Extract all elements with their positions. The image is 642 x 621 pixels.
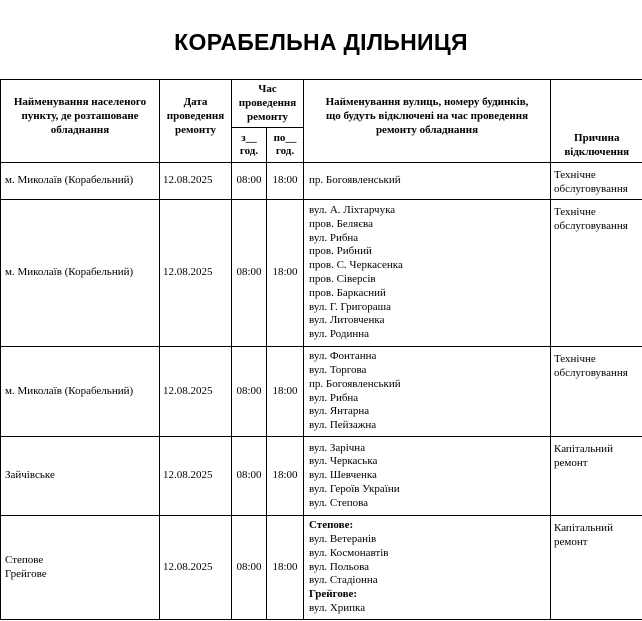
header-time-to-line: по__	[273, 132, 297, 144]
header-date	[160, 80, 232, 163]
cell-time-to: 18:00	[267, 437, 304, 516]
header-streets	[304, 80, 551, 163]
reason-line: Технічне	[554, 206, 596, 218]
cell-location	[1, 163, 160, 200]
street-line: вул. Рибна	[309, 231, 359, 244]
cell-location	[1, 200, 160, 347]
street-line: пров. Рибний	[309, 245, 372, 258]
cell-streets	[304, 516, 551, 620]
cell-time-from: 08:00	[232, 516, 267, 620]
header-time-line: Час	[258, 83, 277, 95]
street-line: пр. Богоявленський	[309, 377, 401, 390]
location-line: м. Миколаїв (Корабельний)	[5, 174, 134, 187]
street-line: вул. Зарічна	[309, 441, 366, 454]
street-line: пров. Беляєва	[309, 217, 373, 230]
cell-location	[1, 437, 160, 516]
street-line: вул. Черкаська	[309, 455, 378, 468]
street-group-label: Степове:	[309, 519, 354, 532]
location-line: Степове	[5, 553, 44, 566]
header-location-line: Найменування населеного	[13, 96, 147, 108]
table-body	[1, 163, 642, 620]
header-location-line: пункту, де розташоване	[21, 109, 139, 122]
header-time-to-line: год.	[275, 145, 295, 157]
cell-date: 12.08.2025	[160, 200, 232, 347]
street-line: вул. Пейзажна	[309, 419, 377, 432]
table-row	[1, 516, 642, 620]
header-time-line: проведення	[238, 96, 297, 109]
reason-line: Технічне	[554, 169, 596, 181]
street-line: вул. Хрипка	[309, 601, 366, 614]
street-line: вул. Героїв України	[309, 482, 400, 495]
header-reason	[551, 80, 642, 163]
cell-streets	[304, 200, 551, 347]
header-streets-line: Найменування вулиць, номеру будинків,	[325, 96, 529, 108]
header-time-from	[232, 128, 267, 163]
street-line: вул. Торгова	[309, 363, 367, 376]
cell-location	[1, 516, 160, 620]
cell-location	[1, 347, 160, 437]
reason-line: Капітальний	[554, 522, 613, 534]
header-date-line: ремонту	[175, 123, 216, 136]
cell-time-from: 08:00	[232, 347, 267, 437]
header-time-line: ремонту	[247, 110, 288, 123]
street-line: вул. Фонтанна	[309, 350, 377, 363]
street-line: вул. Янтарна	[309, 405, 370, 418]
header-location	[1, 80, 160, 163]
cell-reason	[551, 200, 642, 347]
cell-reason	[551, 437, 642, 516]
cell-streets	[304, 163, 551, 200]
location-line: м. Миколаїв (Корабельний)	[5, 384, 134, 397]
cell-time-to: 18:00	[267, 347, 304, 437]
header-location-line: обладнання	[50, 123, 110, 136]
street-line: вул. Космонавтів	[309, 546, 389, 559]
table-row	[1, 437, 642, 516]
street-line: вул. А. Ліхтарчука	[309, 204, 396, 217]
table-row	[1, 347, 642, 437]
street-line: вул. Г. Григораша	[309, 300, 391, 313]
street-line: вул. Польова	[309, 560, 370, 573]
header-reason-line: Причина	[574, 132, 620, 145]
page-title: КОРАБЕЛЬНА ДІЛЬНИЦЯ	[174, 29, 468, 55]
header-date-line: Дата	[183, 96, 208, 108]
cell-reason	[551, 516, 642, 620]
street-line: вул. Степова	[309, 496, 369, 509]
header-time-from-line: год.	[239, 145, 259, 157]
cell-streets	[304, 437, 551, 516]
street-line: пр. Богоявленський	[309, 174, 401, 187]
reason-line: обслуговування	[554, 366, 628, 379]
reason-line: ремонт	[554, 535, 588, 548]
reason-line: обслуговування	[554, 182, 628, 195]
location-line: Зайчівське	[5, 469, 55, 482]
header-reason-line: відключення	[564, 146, 630, 159]
table-row	[1, 200, 642, 347]
header-row-top	[1, 80, 642, 128]
cell-date: 12.08.2025	[160, 437, 232, 516]
street-line: пров. Сіверсів	[309, 273, 376, 285]
cell-time-from: 08:00	[232, 163, 267, 200]
reason-line: Технічне	[554, 353, 596, 365]
cell-time-to: 18:00	[267, 200, 304, 347]
street-group-label: Грейгове:	[309, 588, 358, 601]
cell-date: 12.08.2025	[160, 163, 232, 200]
cell-reason	[551, 163, 642, 200]
cell-streets	[304, 347, 551, 437]
header-streets-line: що будуть відключені на час проведення	[325, 109, 529, 122]
header-time-to	[267, 128, 304, 163]
street-line: пров. С. Черкасенка	[309, 259, 403, 272]
reason-line: ремонт	[554, 456, 588, 469]
cell-time-to: 18:00	[267, 516, 304, 620]
header-date-line: проведення	[166, 109, 225, 122]
reason-line: обслуговування	[554, 219, 628, 232]
location-line: Грейгове	[5, 567, 47, 580]
location-line: м. Миколаїв (Корабельний)	[5, 266, 134, 279]
outage-schedule-table	[0, 79, 642, 620]
street-line: вул. Рибна	[309, 391, 359, 404]
header-streets-line: ремонту обладнання	[375, 123, 479, 136]
cell-date: 12.08.2025	[160, 347, 232, 437]
street-line: вул. Ветеранів	[309, 533, 377, 545]
street-line: вул. Стадіонна	[309, 574, 378, 587]
cell-time-from: 08:00	[232, 437, 267, 516]
street-line: вул. Шевченка	[309, 469, 377, 482]
street-line: вул. Родинна	[309, 328, 369, 341]
cell-time-to: 18:00	[267, 163, 304, 200]
reason-line: Капітальний	[554, 443, 613, 455]
cell-time-from: 08:00	[232, 200, 267, 347]
table-row	[1, 163, 642, 200]
header-time-from-line: з__	[241, 132, 257, 144]
street-line: пров. Баркасний	[309, 286, 386, 299]
cell-reason	[551, 347, 642, 437]
header-time	[232, 80, 304, 128]
cell-date: 12.08.2025	[160, 516, 232, 620]
street-line: вул. Литовченка	[309, 314, 385, 327]
